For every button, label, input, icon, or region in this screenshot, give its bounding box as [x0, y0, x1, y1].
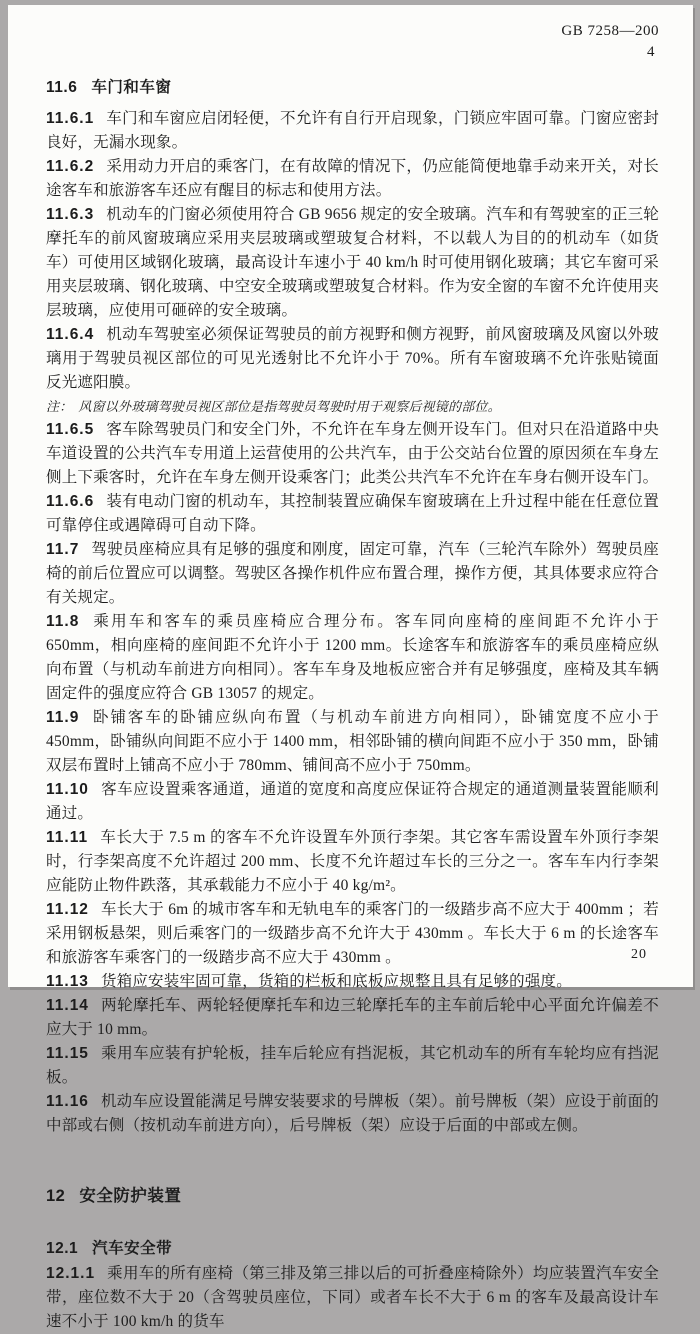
clause-number: 11.9 — [46, 709, 80, 726]
clause-text: 乘用车和客车的乘员座椅应合理分布。客车同向座椅的座间距不允许小于 650mm，相向座椅的座间距不允许小于 1200 mm。长途客车和旅游客车的乘员座椅应纵向布置（与机动车前进方向相同）。客车车身及地板应密合并有足够强度，座椅及其车辆固定件的强度应符合 GB 13057 的规定。 — [46, 613, 659, 702]
clause-11-14 — [46, 994, 659, 1042]
clause-text: 机动车驾驶室必须保证驾驶员的前方视野和侧方视野，前风窗玻璃及风窗以外玻璃用于驾驶员视区部位的可见光透射比不允许小于 70%。所有车窗玻璃不允许张贴镜面反光遮阳膜。 — [46, 326, 659, 391]
clause-number: 11.6.1 — [46, 110, 95, 127]
clause-11-9 — [46, 706, 659, 778]
clause-number: 11.6.2 — [46, 158, 95, 175]
clause-text: 乘用车的所有座椅（第三排及第三排以后的可折叠座椅除外）均应装置汽车安全带，座位数不大于 20（含驾驶员座位，下同）或者车长不大于 6 m 的客车及最高设计车速不小于 100 km/h 的货车 — [46, 1265, 659, 1330]
heading-number: 11.6 — [46, 79, 78, 96]
clause-number: 11.11 — [46, 829, 89, 846]
heading-12-1 — [46, 1236, 659, 1258]
note-label: 注： — [46, 399, 73, 414]
clause-11-10 — [46, 778, 659, 826]
clause-number: 11.13 — [46, 973, 89, 990]
clause-number: 11.16 — [46, 1093, 89, 1110]
clause-number: 11.7 — [46, 541, 80, 558]
heading-11-6 — [46, 75, 659, 97]
clause-text: 两轮摩托车、两轮轻便摩托车和边三轮摩托车的主车前后轮中心平面允许偏差不应大于 10 mm。 — [46, 997, 659, 1038]
heading-title: 安全防护装置 — [79, 1187, 182, 1205]
clause-number: 11.15 — [46, 1045, 89, 1062]
clause-text: 乘用车应装有护轮板，挂车后轮应有挡泥板，其它机动车的所有车轮均应有挡泥板。 — [46, 1045, 659, 1086]
clause-11-6-4 — [46, 323, 659, 395]
clause-number: 11.10 — [46, 781, 89, 798]
clause-number: 11.6.3 — [46, 206, 95, 223]
clause-number: 11.6.4 — [46, 326, 95, 343]
heading-number: 12.1 — [46, 1240, 79, 1257]
clause-11-13 — [46, 970, 659, 994]
heading-title: 车门和车窗 — [91, 79, 172, 96]
clause-text: 客车应设置乘客通道，通道的宽度和高度应保证符合规定的通道测量装置能顺利通过。 — [46, 781, 659, 822]
clause-11-11 — [46, 826, 659, 898]
clause-number: 11.12 — [46, 901, 89, 918]
clause-text: 机动车的门窗必须使用符合 GB 9656 规定的安全玻璃。汽车和有驾驶室的正三轮摩托车的前风窗玻璃应采用夹层玻璃或塑玻复合材料，不以载人为目的的机动车（如货车）可使用区域钢化玻璃，最高设计车速小于 40 km/h 时可使用钢化玻璃；其它车窗可采用夹层玻璃、钢化玻璃、中空安全玻璃或塑玻复合材料。作为安全窗的车窗不允许使用夹层玻璃，应使用可砸碎的安全玻璃。 — [46, 206, 659, 319]
clause-text: 装有电动门窗的机动车，其控制装置应确保车窗玻璃在上升过程中能在任意位置可靠停住或遇障碍可自动下降。 — [46, 493, 659, 534]
clause-text: 卧铺客车的卧铺应纵向布置（与机动车前进方向相同），卧铺宽度不应小于 450mm，卧铺纵向间距不应小于 1400 mm，相邻卧铺的横向间距不应小于 350 mm，卧铺双层布置时上铺高不应小于 780mm、铺间高不应小于 750mm。 — [46, 709, 659, 774]
clause-text: 驾驶员座椅应具有足够的强度和刚度，固定可靠，汽车（三轮汽车除外）驾驶员座椅的前后位置应可以调整。驾驶区各操作机件应布置合理，操作方便，其具体要求应符合有关规定。 — [46, 541, 659, 606]
clause-number: 11.8 — [46, 613, 80, 630]
standard-code: GB 7258—200 — [561, 23, 659, 39]
clause-text: 车门和车窗应启闭轻便，不允许有自行开启现象，门锁应牢固可靠。门窗应密封良好，无漏水现象。 — [46, 110, 659, 151]
note-text: 风窗以外玻璃驾驶员视区部位是指驾驶员驾驶时用于观察后视镜的部位。 — [78, 399, 501, 414]
clause-11-15 — [46, 1042, 659, 1090]
clause-11-8 — [46, 610, 659, 706]
note-11-6-4 — [46, 395, 659, 418]
clause-11-16 — [46, 1090, 659, 1138]
clause-number: 12.1.1 — [46, 1265, 96, 1282]
clause-11-6-3 — [46, 203, 659, 323]
clause-text: 机动车应设置能满足号牌安装要求的号牌板（架）。前号牌板（架）应设于前面的中部或右侧（按机动车前进方向），后号牌板（架）应设于后面的中部或左侧。 — [46, 1093, 659, 1134]
clause-text: 车长大于 7.5 m 的客车不允许设置车外顶行李架。其它客车需设置车外顶行李架时，行李架高度不允许超过 200 mm、长度不允许超过车长的三分之一。客车车内行李架应能防止物件跌落，其承载能力不应小于 40 kg/m²。 — [46, 829, 659, 894]
clause-number: 11.6.5 — [46, 421, 95, 438]
page-content — [46, 21, 659, 1334]
heading-12 — [46, 1182, 659, 1206]
clause-number: 11.6.6 — [46, 493, 95, 510]
clause-12-1-1 — [46, 1262, 659, 1334]
clause-text: 采用动力开启的乘客门，在有故障的情况下，仍应能简便地靠手动来开关，对长途客车和旅游客车还应有醒目的标志和使用方法。 — [46, 158, 659, 199]
clause-11-6-1 — [46, 107, 659, 155]
heading-title: 汽车安全带 — [92, 1240, 173, 1257]
standard-code-continuation: 4 — [647, 44, 655, 60]
clause-11-6-5 — [46, 418, 659, 490]
clause-11-7 — [46, 538, 659, 610]
clause-text: 车长大于 6m 的城市客车和无轨电车的乘客门的一级踏步高不应大于 400mm ；若采用钢板悬架，则后乘客门的一级踏步高不允许大于 430mm 。车长大于 6 m 的长途客车和旅游客车乘客门的一级踏步高不应大于 430mm 。 — [46, 901, 659, 966]
clause-11-6-6 — [46, 490, 659, 538]
clause-text: 货箱应安装牢固可靠，货箱的栏板和底板应规整且具有足够的强度。 — [100, 973, 572, 990]
page-number: 20 — [631, 947, 647, 962]
clause-text: 客车除驾驶员门和安全门外，不允许在车身左侧开设车门。但对只在沿道路中央车道设置的公共汽车专用道上运营使用的公共汽车，由于公交站台位置的原因须在车身左侧上下乘客时，允许在车身左侧开设乘客门；此类公共汽车不允许在车身右侧开设车门。 — [46, 421, 659, 486]
scanned-document-page — [8, 5, 693, 1330]
clause-number: 11.14 — [46, 997, 89, 1014]
document-header — [46, 21, 659, 63]
clause-11-6-2 — [46, 155, 659, 203]
clause-11-12 — [46, 898, 659, 970]
heading-number: 12 — [46, 1187, 66, 1205]
